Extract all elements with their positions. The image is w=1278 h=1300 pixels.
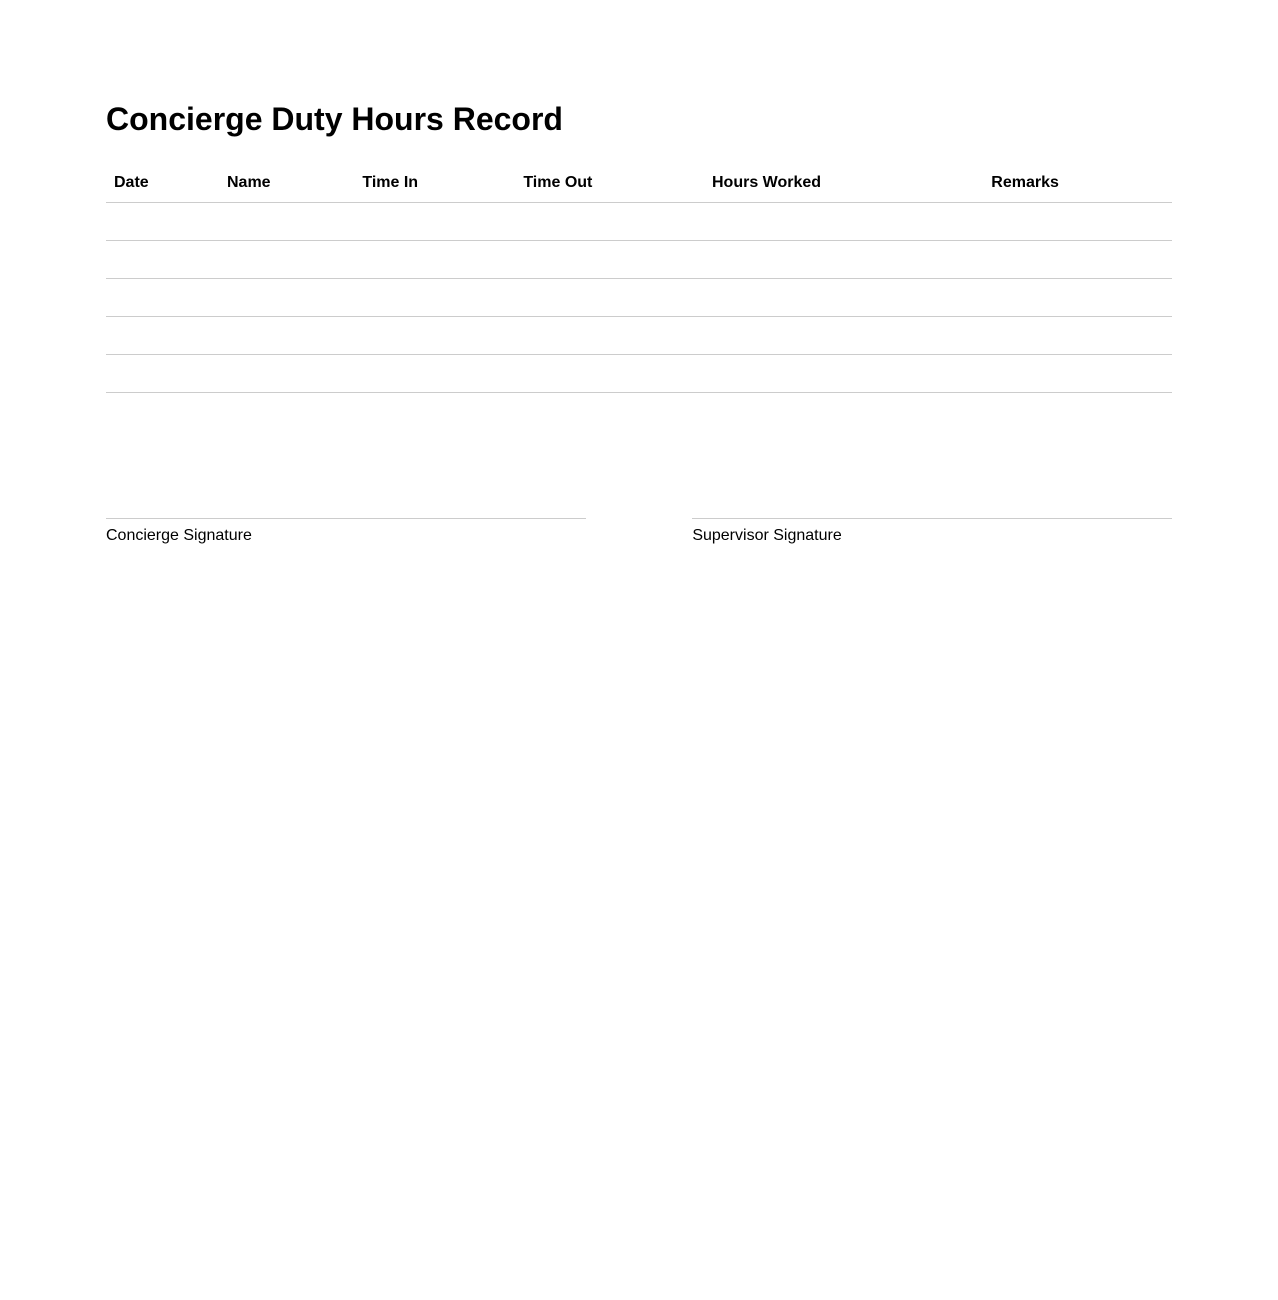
- table-cell: [983, 316, 1172, 354]
- signature-section: [106, 518, 1172, 545]
- table-cell: [219, 354, 354, 392]
- column-header-time-in: Time In: [354, 166, 515, 203]
- table-row: [106, 354, 1172, 392]
- table-cell: [515, 354, 704, 392]
- table-cell: [983, 240, 1172, 278]
- table-header-row: [106, 166, 1172, 203]
- table-cell: [106, 316, 219, 354]
- table-cell: [219, 202, 354, 240]
- table-row: [106, 316, 1172, 354]
- table-cell: [219, 240, 354, 278]
- table-row: [106, 278, 1172, 316]
- column-header-hours-worked: Hours Worked: [704, 166, 983, 203]
- table-row: [106, 240, 1172, 278]
- table-cell: [106, 278, 219, 316]
- table-cell: [515, 278, 704, 316]
- table-cell: [106, 240, 219, 278]
- table-cell: [354, 240, 515, 278]
- page-title: Concierge Duty Hours Record: [106, 101, 563, 137]
- table-body: [106, 202, 1172, 392]
- table-cell: [704, 240, 983, 278]
- table-cell: [354, 316, 515, 354]
- table-cell: [704, 354, 983, 392]
- table-cell: [515, 202, 704, 240]
- duty-hours-table: [106, 166, 1172, 393]
- table-cell: [219, 278, 354, 316]
- table-cell: [219, 316, 354, 354]
- column-header-remarks: Remarks: [983, 166, 1172, 203]
- table-row: [106, 202, 1172, 240]
- table-cell: [704, 316, 983, 354]
- column-header-name: Name: [219, 166, 354, 203]
- table-cell: [354, 278, 515, 316]
- table-cell: [515, 316, 704, 354]
- table-cell: [515, 240, 704, 278]
- concierge-signature-label: Concierge Signature: [106, 526, 252, 544]
- table-header: [106, 166, 1172, 203]
- table-cell: [983, 278, 1172, 316]
- table-cell: [106, 354, 219, 392]
- column-header-date: Date: [106, 166, 219, 203]
- supervisor-signature-label: Supervisor Signature: [692, 526, 842, 544]
- table-cell: [354, 202, 515, 240]
- supervisor-signature-block: [692, 518, 1172, 545]
- table-cell: [704, 202, 983, 240]
- table-cell: [983, 354, 1172, 392]
- column-header-time-out: Time Out: [515, 166, 704, 203]
- concierge-signature-block: [106, 518, 586, 545]
- table-cell: [983, 202, 1172, 240]
- table-cell: [106, 202, 219, 240]
- table-cell: [704, 278, 983, 316]
- table-cell: [354, 354, 515, 392]
